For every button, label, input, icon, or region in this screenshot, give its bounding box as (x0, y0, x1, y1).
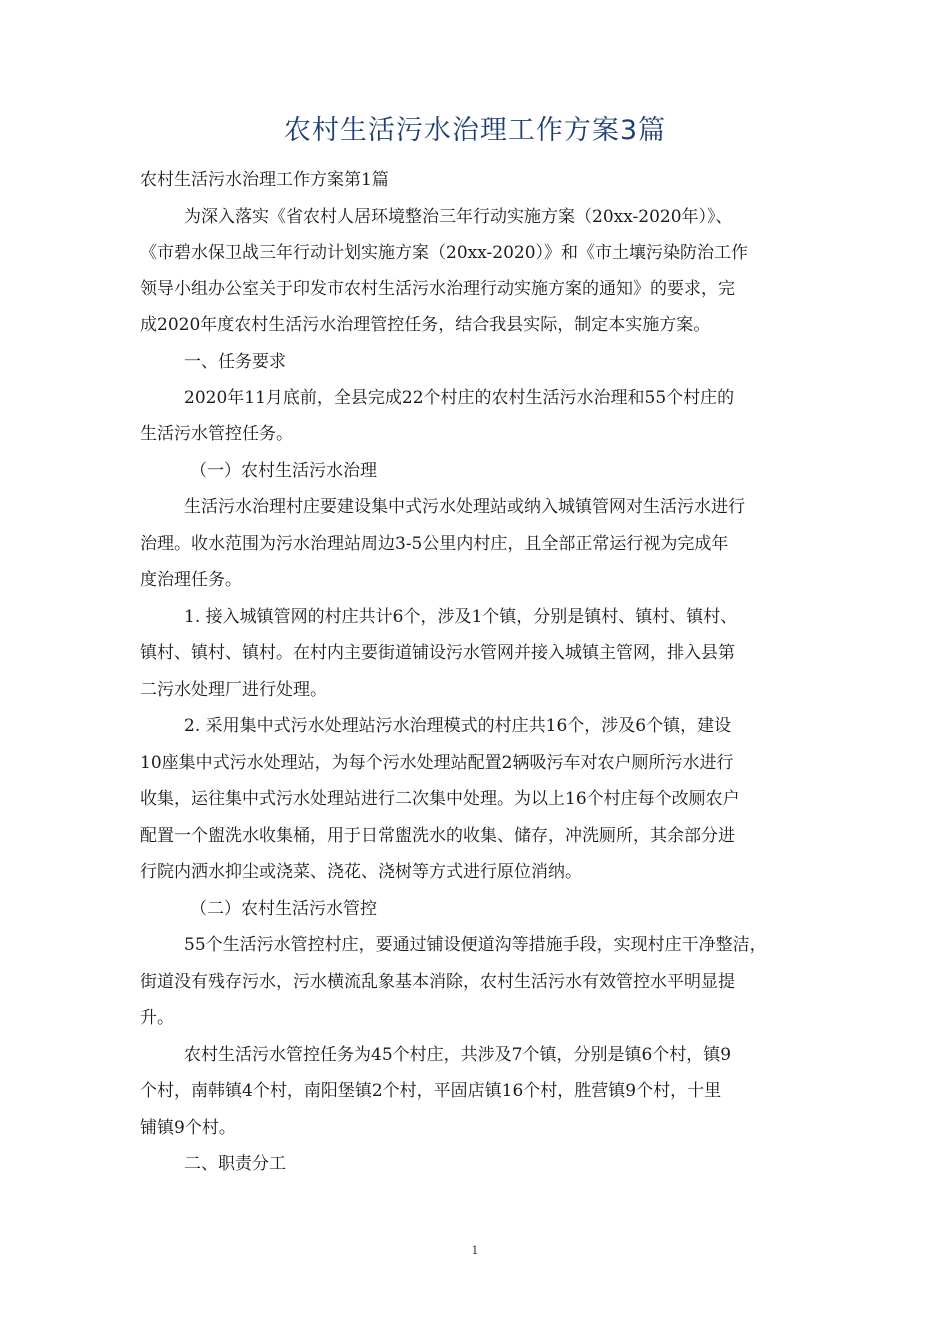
subheading-line: （二）农村生活污水管控 (190, 899, 377, 919)
paragraph-line: 镇村、镇村、镇村。在村内主要街道铺设污水管网并接入城镇主管网，排入县第 (140, 643, 735, 663)
paragraph-line: 为深入落实《省农村人居环境整治三年行动实施方案（20xx-2020年）》、 (184, 207, 733, 227)
paragraph-line: 收集，运往集中式污水处理站进行二次集中处理。为以上16个村庄每个改厕农户 (140, 789, 740, 809)
paragraph-line: 10座集中式污水处理站，为每个污水处理站配置2辆吸污车对农户厕所污水进行 (140, 753, 734, 773)
paragraph-line: 度治理任务。 (140, 570, 242, 590)
paragraph-line: 55个生活污水管控村庄，要通过铺设便道沟等措施手段，实现村庄干净整洁， (184, 935, 767, 955)
paragraph-line: 农村生活污水管控任务为45个村庄，共涉及7个镇，分别是镇6个村，镇9 (184, 1045, 732, 1065)
paragraph-line: 行院内洒水抑尘或浇菜、浇花、浇树等方式进行原位消纳。 (140, 862, 582, 882)
paragraph-line: 领导小组办公室关于印发市农村生活污水治理行动实施方案的通知》的要求，完 (140, 279, 735, 299)
paragraph-line: 个村，南韩镇4个村，南阳堡镇2个村，平固店镇16个村，胜营镇9个村，十里 (140, 1081, 722, 1101)
paragraph-line: 街道没有残存污水，污水横流乱象基本消除，农村生活污水有效管控水平明显提 (140, 972, 735, 992)
page-number: 1 (471, 1244, 479, 1257)
paragraph-line: 成2020年度农村生活污水治理管控任务，结合我县实际，制定本实施方案。 (140, 315, 711, 335)
paragraph-line: 生活污水管控任务。 (140, 424, 293, 444)
section-heading: 农村生活污水治理工作方案第1篇 (140, 170, 389, 190)
paragraph-line: 2020年11月底前，全县完成22个村庄的农村生活污水治理和55个村庄的 (184, 388, 735, 408)
paragraph-line: 铺镇9个村。 (140, 1118, 236, 1138)
heading-line: 一、任务要求 (184, 352, 286, 372)
subheading-line: （一）农村生活污水治理 (190, 461, 377, 481)
paragraph-line: 配置一个盥洗水收集桶，用于日常盥洗水的收集、储存，冲洗厕所，其余部分进 (140, 826, 735, 846)
paragraph-line: 《市碧水保卫战三年行动计划实施方案（20xx-2020）》和《市土壤污染防治工作 (140, 243, 749, 263)
paragraph-line: 治理。收水范围为污水治理站周边3-5公里内村庄，且全部正常运行视为完成年 (140, 534, 729, 554)
paragraph-line: 二污水处理厂进行处理。 (140, 680, 327, 700)
paragraph-line: 生活污水治理村庄要建设集中式污水处理站或纳入城镇管网对生活污水进行 (184, 497, 745, 517)
paragraph-line: 2. 采用集中式污水处理站污水治理模式的村庄共16个，涉及6个镇，建设 (184, 716, 732, 736)
document-title: 农村生活污水治理工作方案3篇 (283, 115, 667, 146)
heading-line: 二、职责分工 (184, 1154, 286, 1174)
paragraph-line: 1. 接入城镇管网的村庄共计6个，涉及1个镇，分别是镇村、镇村、镇村、 (184, 607, 738, 627)
paragraph-line: 升。 (140, 1008, 174, 1028)
